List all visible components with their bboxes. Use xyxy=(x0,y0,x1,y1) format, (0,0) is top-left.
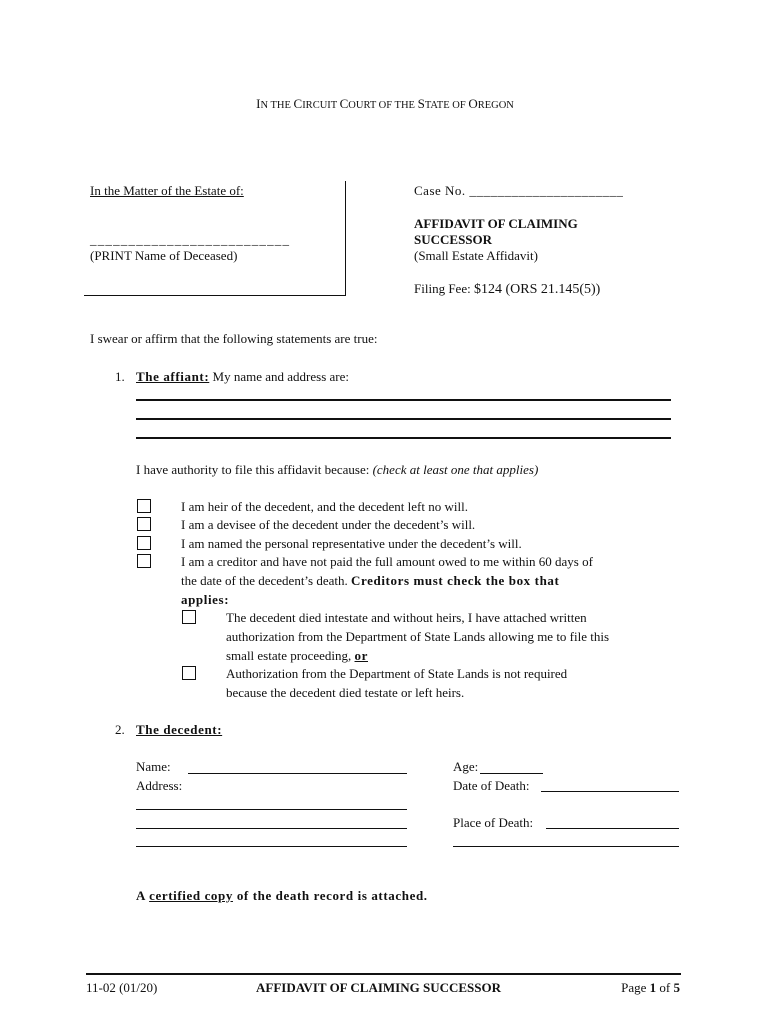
filing-fee-label: Filing Fee: xyxy=(414,281,474,296)
authority-text: I have authority to file this affidavit because: xyxy=(136,462,373,477)
affiant-address-line-1[interactable] xyxy=(136,399,671,401)
date-of-death-field[interactable] xyxy=(541,791,679,792)
certified-copy-post: of the death record is attached. xyxy=(232,888,428,903)
place-of-death-label: Place of Death: xyxy=(453,815,534,830)
court-heading: IN THE CIRCUIT COURT OF THE STATE OF OREGON xyxy=(256,96,514,111)
or-connector: or xyxy=(354,648,368,663)
creditor-instruction: Creditors must check the box that xyxy=(351,573,560,588)
deceased-name-note: (PRINT Name of Deceased) xyxy=(90,248,238,263)
decedent-heading: The decedent: xyxy=(136,722,223,737)
creditor-instruction-line-2: applies: xyxy=(181,592,230,607)
certified-copy-statement xyxy=(136,888,428,904)
personal-representative-checkbox[interactable] xyxy=(137,536,151,550)
decedent-address-label: Address: xyxy=(136,778,183,793)
intestate-option-line-3 xyxy=(226,648,368,664)
caption-bottom-rule xyxy=(84,295,346,296)
page-label: Page xyxy=(621,980,650,995)
form-number: 11-02 (01/20) xyxy=(86,980,158,995)
case-number-field[interactable]: Case No. ______________________ xyxy=(414,183,624,198)
intro-statement: I swear or affirm that the following statements are true: xyxy=(90,331,378,346)
document-title-line-1: AFFIDAVIT OF CLAIMING xyxy=(414,216,578,231)
personal-representative-option-label: I am named the personal representative under the decedent’s will. xyxy=(181,536,522,551)
not-required-option-line-1: Authorization from the Department of State Lands is not required xyxy=(226,666,568,681)
intestate-option-line-2: authorization from the Department of State Lands allowing me to file this xyxy=(226,629,610,644)
matter-label: In the Matter of the Estate of: xyxy=(90,183,244,198)
not-required-option-line-2: because the decedent died testate or left heirs. xyxy=(226,685,465,700)
page-of-label: of xyxy=(656,980,674,995)
decedent-age-label: Age: xyxy=(453,759,479,774)
certified-copy-underlined: certified copy xyxy=(149,888,233,903)
document-subtitle: (Small Estate Affidavit) xyxy=(414,248,538,263)
certified-copy-pre: A xyxy=(136,888,150,903)
decedent-age-field[interactable] xyxy=(480,773,543,774)
decedent-address-line-1[interactable] xyxy=(136,809,407,810)
devisee-option-label: I am a devisee of the decedent under the decedent’s will. xyxy=(181,517,476,532)
filing-fee xyxy=(414,281,600,298)
intestate-option-line-3-text: small estate proceeding, xyxy=(226,648,355,663)
section-1-number: 1. xyxy=(115,369,125,384)
footer-title: AFFIDAVIT OF CLAIMING SUCCESSOR xyxy=(256,980,501,995)
creditor-option-label: I am a creditor and have not paid the full amount owed to me within 60 days of xyxy=(181,554,593,569)
intestate-option-line-1: The decedent died intestate and without heirs, I have attached written xyxy=(226,610,587,625)
page-total: 5 xyxy=(673,980,680,995)
decedent-address-line-3[interactable] xyxy=(136,846,407,847)
page-indicator xyxy=(621,980,680,996)
intestate-authorization-checkbox[interactable] xyxy=(182,610,196,624)
decedent-address-line-2[interactable] xyxy=(136,828,407,829)
deceased-name-field[interactable]: __________________________ xyxy=(90,232,291,247)
page-number: 1 xyxy=(649,980,657,995)
decedent-name-field[interactable] xyxy=(188,773,407,774)
heir-checkbox[interactable] xyxy=(137,499,151,513)
document-title-line-2: SUCCESSOR xyxy=(414,232,493,247)
creditor-checkbox[interactable] xyxy=(137,554,151,568)
date-of-death-label: Date of Death: xyxy=(453,778,530,793)
devisee-checkbox[interactable] xyxy=(137,517,151,531)
heir-option-label: I am heir of the decedent, and the decedent left no will. xyxy=(181,499,468,514)
affiant-address-line-3[interactable] xyxy=(136,437,671,439)
place-of-death-field[interactable] xyxy=(546,828,679,829)
section-2-number: 2. xyxy=(115,722,125,737)
creditor-line2-text: the date of the decedent’s death. xyxy=(181,573,352,588)
filing-fee-value: $124 (ORS 21.145(5)) xyxy=(473,282,601,297)
affiant-heading-rest: My name and address are: xyxy=(209,369,349,384)
authority-note: (check at least one that applies) xyxy=(372,462,539,477)
caption-vertical-divider xyxy=(345,181,346,295)
affiant-heading: The affiant: xyxy=(136,369,210,384)
affiant-address-line-2[interactable] xyxy=(136,418,671,420)
section-1-heading xyxy=(136,369,349,385)
decedent-name-label: Name: xyxy=(136,759,171,774)
place-of-death-field-line-2[interactable] xyxy=(453,846,679,847)
authority-statement xyxy=(136,462,538,478)
authorization-not-required-checkbox[interactable] xyxy=(182,666,196,680)
creditor-option-line-2 xyxy=(181,573,559,589)
footer-rule xyxy=(86,973,681,975)
